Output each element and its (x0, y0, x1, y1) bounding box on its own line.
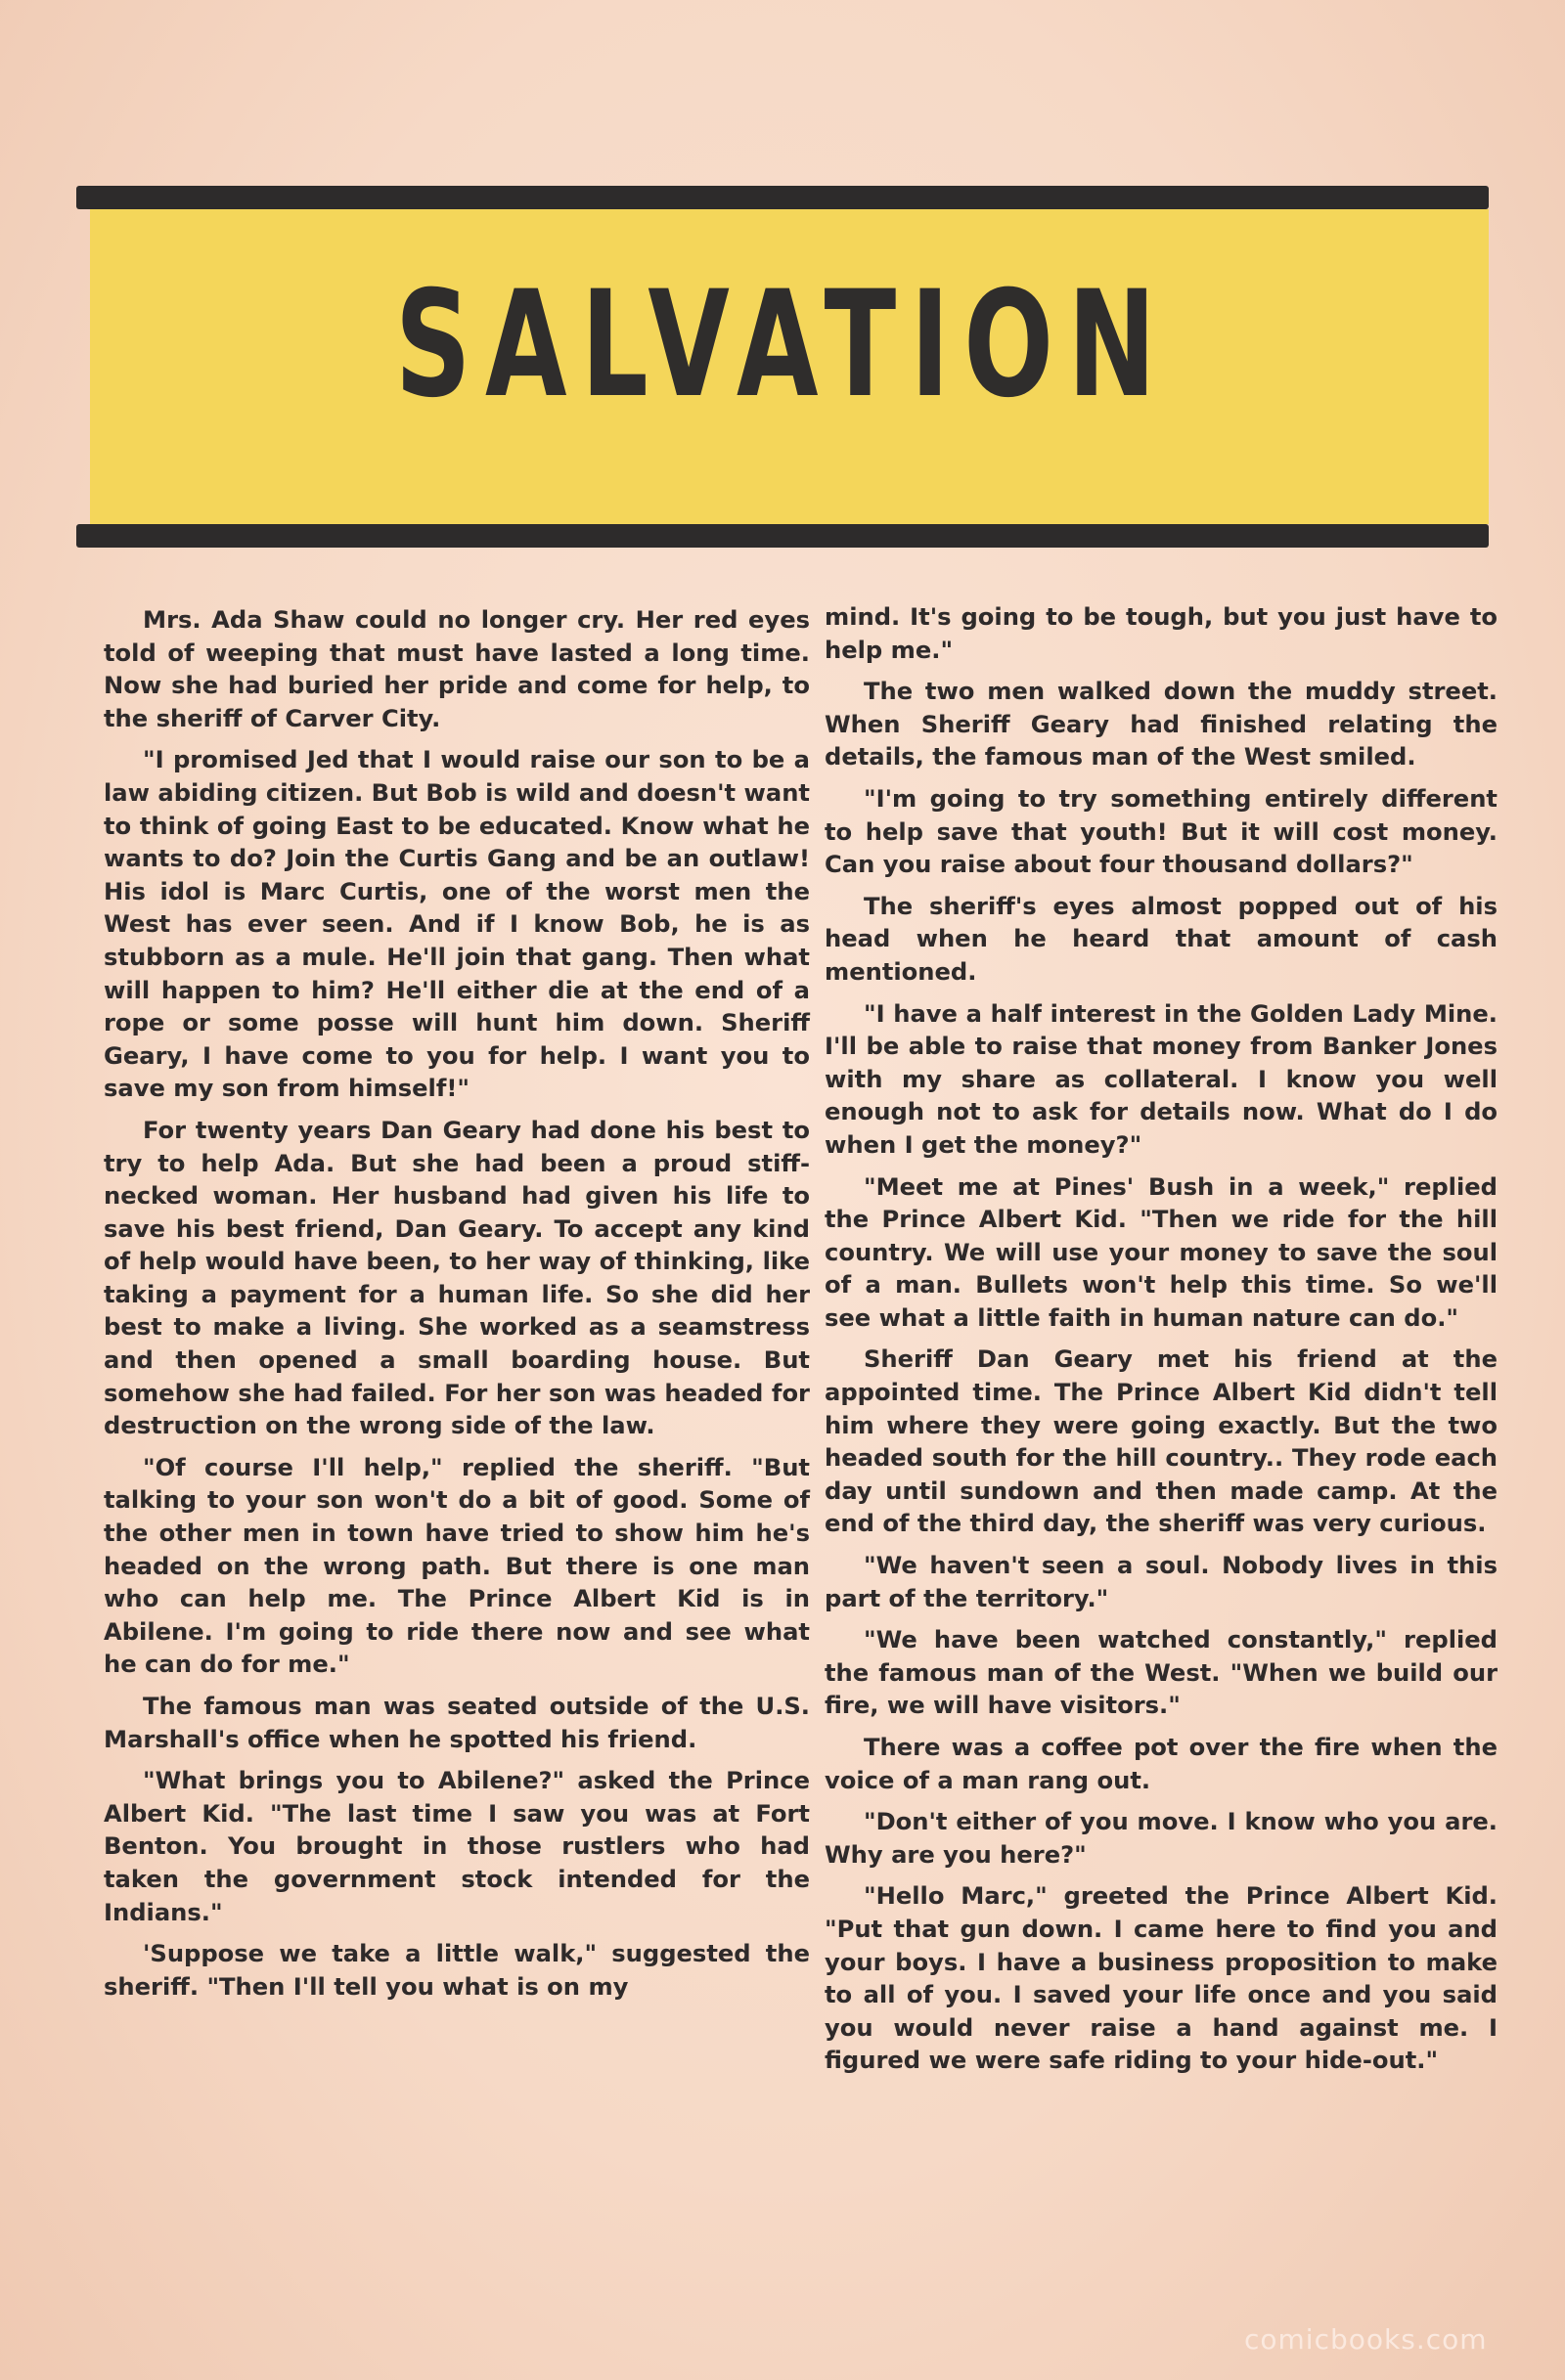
left-text-column (104, 604, 810, 2012)
paragraph: There was a coffee pot over the fire when the voice of a man rang out. (825, 1734, 1498, 1794)
paragraph: For twenty years Dan Geary had done his best to try to help Ada. But she had been a proud stiff-necked woman. Her husband had given his life to save his best friend, Dan Geary. To accept any kind of help would have been, to her way of thinking, like taking a payment for a human life. So she did her best to make a living. She worked as a seamstress and then opened a small boarding house. But somehow she had failed. For her son was headed for destruction on the wrong side of the law. (104, 1116, 810, 1440)
paragraph: "Hello Marc," greeted the Prince Albert Kid. "Put that gun down. I came here to find you and your boys. I have a business proposition to make to all of you. I saved your life once and you said you would never raise a hand against me. I figured we were safe riding to your hide-out." (825, 1882, 1498, 2075)
banner-bottom-rule (76, 524, 1489, 548)
banner-top-rule (76, 186, 1489, 209)
paragraph: The famous man was seated outside of the U.S. Marshall's office when he spotted his friend. (104, 1693, 810, 1753)
paragraph: "Of course I'll help," replied the sheriff. "But talking to your son won't do a bit of good. Some of the other men in town have tried to show him he's headed on the wrong path. But there is one man who can help me. The Prince Albert Kid is in Abilene. I'm going to ride there now and see what he can do for me." (104, 1453, 810, 1679)
title-banner (76, 186, 1489, 553)
paragraph: "I promised Jed that I would raise our son to be a law abiding citizen. But Bob is wild and doesn't want to think of going East to be educated. Know what he wants to do? Join the Curtis Gang and be an outlaw! His idol is Marc Curtis, one of the worst men the West has ever seen. And if I know Bob, he is as stubborn as a mule. He'll join that gang. Then what will happen to him? He'll either die at the end of a rope or some posse will hunt him down. Sheriff Geary, I have come to you for help. I want you to save my son from himself!" (104, 746, 810, 1103)
paragraph: Mrs. Ada Shaw could no longer cry. Her red eyes told of weeping that must have lasted a long time. Now she had buried her pride and come for help, to the sheriff of Carver City. (104, 606, 810, 732)
right-text-column (825, 601, 1498, 2087)
paragraph: The sheriff's eyes almost popped out of his head when he heard that amount of cash mentioned. (825, 892, 1498, 986)
paragraph: "I have a half interest in the Golden Lady Mine. I'll be able to raise that money from Banker Jones with my share as collateral. I know you well enough not to ask for details now. What do I do when I get the money?" (825, 999, 1498, 1159)
paragraph: Sheriff Dan Geary met his friend at the appointed time. The Prince Albert Kid didn't tell him where they were going exactly. But the two headed south for the hill country.. They rode each day until sundown and then made camp. At the end of the third day, the sheriff was very curious. (825, 1345, 1498, 1538)
paragraph: mind. It's going to be tough, but you just have to help me." (825, 603, 1498, 664)
paragraph: "What brings you to Abilene?" asked the Prince Albert Kid. "The last time I saw you was at Fort Benton. You brought in those rustlers who had taken the government stock intended for the Indians." (104, 1767, 810, 1926)
paragraph: "Meet me at Pines' Bush in a week," replied the Prince Albert Kid. "Then we ride for the hill country. We will use your money to save the soul of a man. Bullets won't help this time. So we'll see what a little faith in human nature can do." (825, 1172, 1498, 1332)
paragraph: The two men walked down the muddy street. When Sheriff Geary had finished relating the details, the famous man of the West smiled. (825, 678, 1498, 771)
paragraph: 'Suppose we take a little walk," suggested the sheriff. "Then I'll tell you what is on my (104, 1940, 810, 2001)
site-watermark: comicbooks.com (1244, 2323, 1488, 2356)
paragraph: "I'm going to try something entirely different to help save that youth! But it will cost money. Can you raise about four thousand dollars?" (825, 784, 1498, 879)
paragraph: "Don't either of you move. I know who you are. Why are you here?" (825, 1808, 1498, 1869)
story-title: SALVATION (394, 260, 1171, 430)
paragraph: "We haven't seen a soul. Nobody lives in this part of the territory." (825, 1552, 1498, 1612)
paragraph: "We have been watched constantly," replied the famous man of the West. "When we build our fire, we will have visitors." (825, 1626, 1498, 1720)
